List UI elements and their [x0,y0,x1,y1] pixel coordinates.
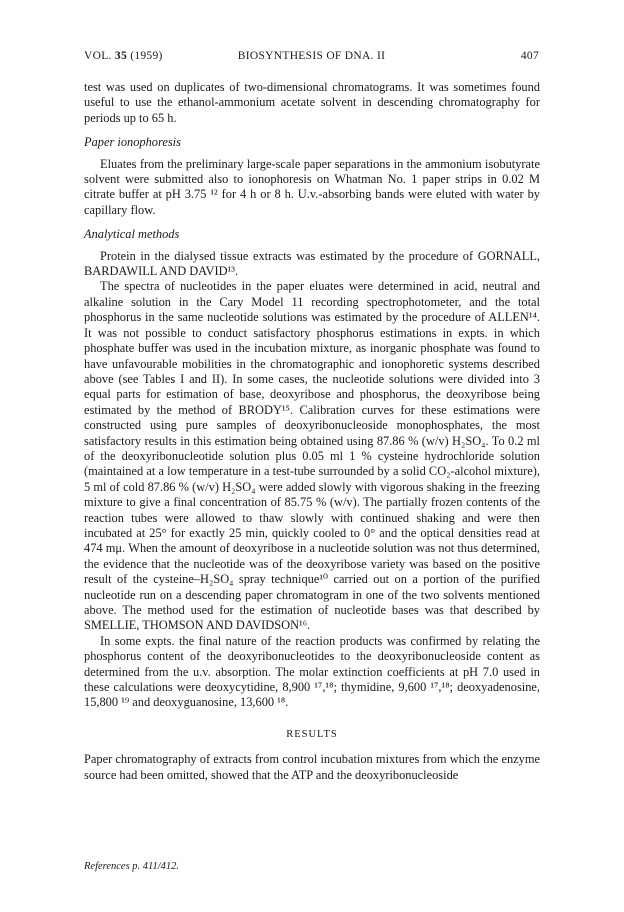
page-number: 407 [520,50,539,62]
results-heading: RESULTS [286,728,338,740]
paragraph-phosphorus: In some expts. the final nature of the reaction products was confirmed by relating the phosphorus content of the deoxyribonucleotides to the deoxyribonucleoside content as determined from the u.v. absorption. The molar extinction coefficients at pH 7.0 used in these calculations were deoxycytidine, 8,900 ¹⁷,¹⁸; thymidine, 9,600 ¹⁷,¹⁸; deoxyadenosine, 15,800 ¹⁹ and deoxyguanosine, 13,600 ¹⁸. [84,633,540,710]
paragraph-chromatography-cont: test was used on duplicates of two-dimensional chromatograms. It was sometimes found useful to use the ethanol-ammonium acetate solvent in descending chromatography for periods up to 65 h. [84,80,540,125]
paragraph-spectra: The spectra of nucleotides in the paper eluates were determined in acid, neutral and alkaline solution in the Cary Model 11 recording spectrophotometer, and the total phosphorus in the same nucleotide solutions was estimated by the procedure of ALLEN¹⁴. It was not possible to conduct satisfactory phosphorus estimations in expts. in which phosphate buffer was used in the incubation mixture, as inorganic phosphate was found to have unfavourable mobilities in the chromatographic and ionophoretic systems described above (see Tables I and II). In some cases, the nucleotide solutions were divided into 3 equal parts for estimation of base, deoxyribose and phosphorus, the deoxyribose being estimated by the method of BRODY¹⁵. Calibration curves for these estimations were constructed using pure samples of deoxyribonucleoside monophosphates, the most satisfactory results in this estimation being obtained using 87.86 % (w/v) H₂SO₄. To 0.2 ml of the deoxyribonucleotide solution plus 0.05 ml 1 % cysteine hydrochloride solution (maintained at a low temperature in a test-tube surrounded by a solid CO₂-alcohol mixture), 5 ml of cold 87.86 % (w/v) H₂SO₄ were added slowly with vigorous shaking in the freezing mixture to give a final concentration of 85.75 % (w/v). The partially frozen contents of the reaction tubes were allowed to thaw slowly with continued shaking and were then incubated at 25° for exactly 25 min, quickly cooled to 0° and the optical densities read at 474 mμ. When the amount of deoxyribose in a nucleotide solution was not thus determined, the evidence that the nucleotide was of the deoxyribose variety was based on the positive result of the cysteine–H₂SO₄ spray technique¹⁰ carried out on a portion of the purified nucleotide run on a descending paper chromatogram in one of the two solvents mentioned above. The method used for the estimation of nucleotide bases was that described by SMELLIE, THOMSON AND DAVIDSON¹⁶. [84,279,540,633]
section-heading-ionophoresis: Paper ionophoresis [84,135,181,150]
running-header [84,50,539,66]
references-footer: References p. 411/412. [84,861,180,872]
volume-label: VOL. [84,50,112,62]
paragraph-results: Paper chromatography of extracts from control incubation mixtures from which the enzyme source had been omitted, showed that the ATP and the deoxyribonucleoside [84,752,540,782]
paragraph-ionophoresis: Eluates from the preliminary large-scale paper separations in the ammonium isobutyrate solvent were submitted also to ionophoresis on Whatman No. 1 paper strips in 0.02 M citrate buffer at pH 3.75 ¹² for 4 h or 8 h. U.v.-absorbing bands were eluted with water by capillary flow. [84,156,540,217]
volume-number: 35 [114,50,128,62]
running-title: BIOSYNTHESIS OF DNA. II [237,50,386,62]
section-heading-analytical: Analytical methods [84,227,180,242]
article-body [84,80,540,783]
paragraph-protein: Protein in the dialysed tissue extracts was estimated by the procedure of GORNALL, BARDAWILL AND DAVID¹³. [84,248,540,279]
volume-year: (1959) [130,50,163,62]
